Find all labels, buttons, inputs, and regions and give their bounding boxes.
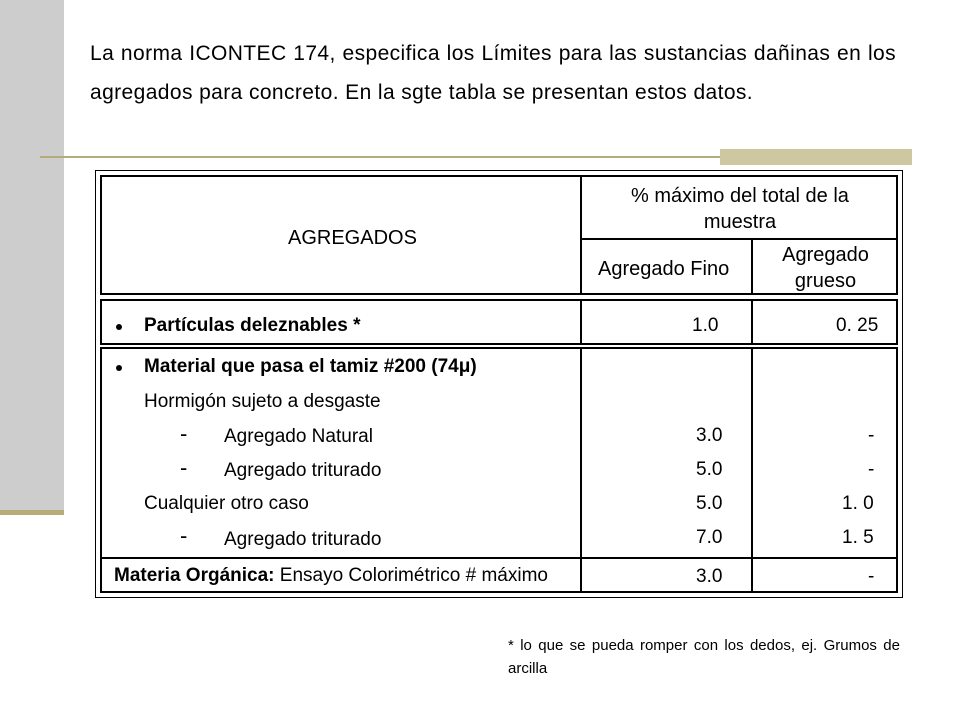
row-natural-dash: -: [180, 421, 188, 446]
row-triturado-1-label: Agregado triturado: [224, 460, 382, 481]
table-header: [100, 175, 898, 295]
header-agregado-grueso: Agregado grueso: [782, 244, 869, 292]
row-particulas-grueso: 0. 25: [836, 315, 879, 336]
row-natural-label: Agregado Natural: [224, 426, 373, 447]
bullet-icon: [116, 365, 122, 371]
bullet-icon: [116, 324, 122, 330]
row-triturado-1-fino: 5.0: [696, 459, 723, 480]
row-triturado-2-fino: 7.0: [696, 527, 723, 548]
header-agregado-fino: Agregado Fino: [598, 258, 730, 280]
header-percent-group: % máximo del total de la muestra: [631, 185, 849, 233]
row-organica-label-bold: Materia Orgánica:: [114, 565, 275, 586]
tamiz-block: [100, 347, 898, 559]
row-particulas-label: Partículas deleznables *: [144, 315, 361, 336]
row-natural-grueso: -: [868, 425, 875, 446]
row-otro-label: Cualquier otro caso: [144, 493, 309, 514]
limits-table: [95, 170, 903, 598]
title-divider-block: [720, 149, 912, 165]
decorative-side-bar-accent: [0, 510, 64, 515]
row-triturado-1-grueso: -: [868, 459, 875, 480]
row-organica-fino: 3.0: [696, 566, 723, 587]
row-particulas-fino: 1.0: [692, 315, 719, 336]
decorative-side-bar: [0, 0, 64, 512]
intro-paragraph: La norma ICONTEC 174, especifica los Límites para las sustancias dañinas en los agregados para concreto. En la sgte tabla se presentan estos datos.: [90, 42, 896, 104]
row-tamiz-label: Material que pasa el tamiz #200 (74μ): [144, 356, 477, 377]
row-triturado-2-grueso: 1. 5: [842, 527, 874, 548]
row-organica-grueso: -: [868, 566, 875, 587]
header-agregados: AGREGADOS: [288, 227, 417, 249]
footnote: * lo que se pueda romper con los dedos, ej. Grumos de arcilla: [508, 637, 900, 677]
row-particulas: [100, 299, 898, 345]
row-triturado-2-dash: -: [180, 523, 188, 548]
row-natural-fino: 3.0: [696, 425, 723, 446]
row-otro-fino: 5.0: [696, 493, 723, 514]
row-otro-grueso: 1. 0: [842, 493, 874, 514]
row-triturado-1-dash: -: [180, 455, 188, 480]
row-triturado-2-label: Agregado triturado: [224, 529, 382, 550]
row-organica-label: [114, 565, 548, 587]
row-organica-label-rest: Ensayo Colorimétrico # máximo: [279, 565, 548, 586]
row-hormigon-label: Hormigón sujeto a desgaste: [144, 391, 381, 412]
row-organica: [100, 557, 898, 593]
